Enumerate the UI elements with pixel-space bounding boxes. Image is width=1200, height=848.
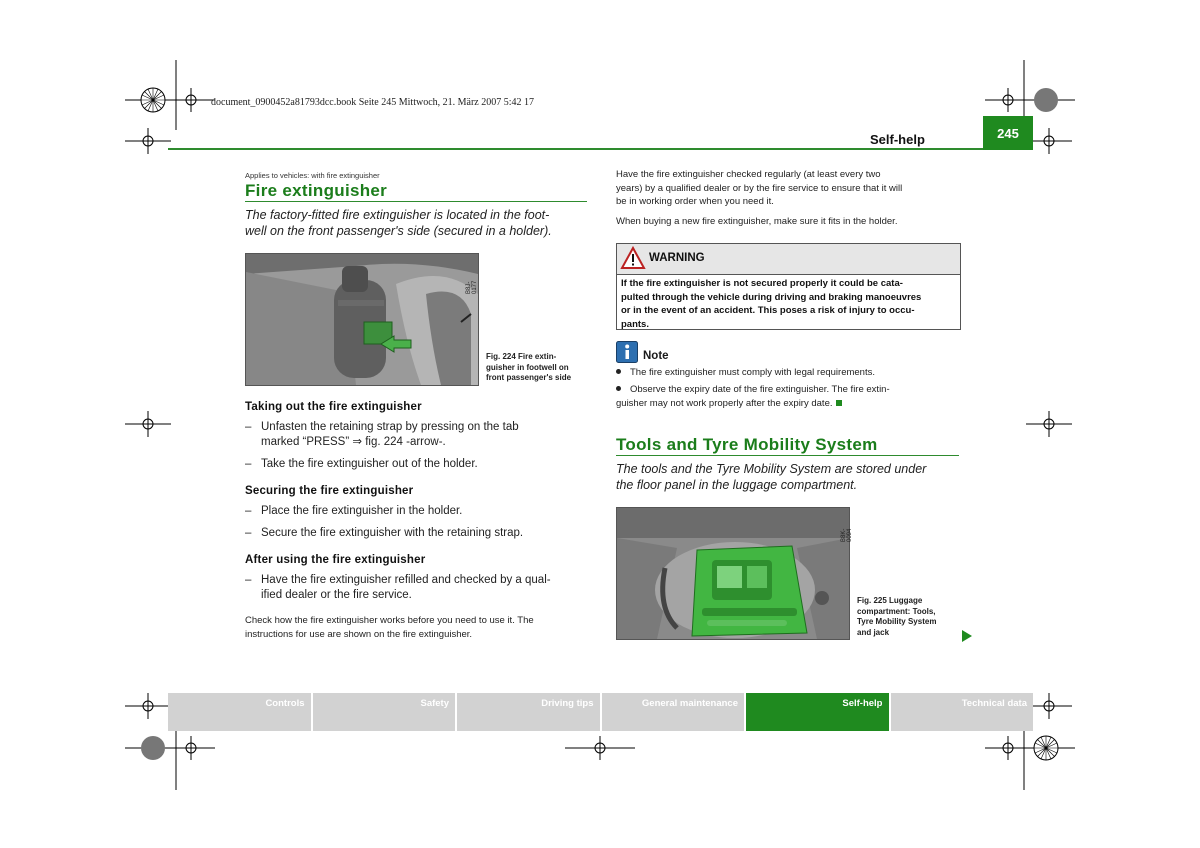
- securing-step-1: [245, 504, 462, 519]
- para-line: be in working order when you need it.: [616, 196, 774, 207]
- tools-intro-line-2: the floor panel in the luggage compartment.: [616, 478, 858, 492]
- print-header: document_0900452a81793dcc.book Seite 245 Mittwoch, 21. März 2007 5:42 17: [211, 97, 535, 108]
- info-icon: [616, 341, 638, 363]
- taking-out-step-1: [245, 420, 519, 450]
- warning-line: pants.: [621, 318, 649, 330]
- step-line: marked “PRESS” ⇒ fig. 224 -arrow-.: [261, 436, 446, 448]
- note-bullet-1: [616, 366, 875, 380]
- tab-driving-tips[interactable]: [457, 693, 602, 731]
- fire-extinguisher-title: Fire extinguisher: [245, 181, 388, 200]
- figure-224-image: [245, 253, 479, 386]
- caption-line: Fig. 225 Luggage: [857, 596, 923, 605]
- tab-label: Safety: [420, 698, 449, 709]
- caption-line: compartment: Tools,: [857, 606, 936, 616]
- caption-line: Fig. 224 Fire extin-: [486, 352, 557, 361]
- check-paragraph: [245, 614, 534, 641]
- para-line: years) by a qualified dealer or by the fire service to ensure that it will: [616, 182, 903, 194]
- tab-controls[interactable]: [168, 693, 313, 731]
- taking-out-step-2: [245, 457, 478, 472]
- chapter-nav: [168, 693, 1033, 731]
- header-rule: [168, 148, 983, 150]
- tab-label: Technical data: [961, 698, 1027, 709]
- after-using-heading: After using the fire extinguisher: [245, 554, 426, 566]
- dash: –: [245, 574, 252, 586]
- dash: –: [245, 458, 252, 470]
- warning-header: [617, 244, 960, 275]
- figure-225-image: [616, 507, 853, 640]
- tools-title: Tools and Tyre Mobility System: [616, 435, 878, 454]
- section-title: Self-help: [870, 132, 925, 147]
- intro-line-2: well on the front passenger's side (secured in a holder).: [245, 224, 552, 238]
- warning-box: [616, 243, 961, 330]
- dash: –: [245, 527, 252, 539]
- buying-paragraph: When buying a new fire extinguisher, make sure it fits in the holder.: [616, 216, 898, 227]
- warning-line: If the fire extinguisher is not secured properly it could be cata-: [621, 278, 903, 289]
- para-line: instructions for use are shown on the fire extinguisher.: [245, 628, 473, 640]
- tab-label: Driving tips: [541, 698, 594, 709]
- step-line: Take the fire extinguisher out of the holder.: [261, 458, 478, 470]
- tab-safety[interactable]: [313, 693, 458, 731]
- caption-line: Tyre Mobility System: [857, 617, 937, 626]
- tab-self-help[interactable]: [746, 693, 891, 731]
- bullet-text: The fire extinguisher must comply with legal requirements.: [630, 367, 875, 378]
- applies-to-note: Applies to vehicles: with fire extinguisher: [245, 171, 380, 180]
- warning-triangle-icon: [621, 247, 645, 269]
- warning-label: WARNING: [649, 252, 705, 264]
- bullet-text: Observe the expiry date of the fire extinguisher. The fire extin-: [630, 384, 890, 395]
- figure-225-caption: [857, 596, 936, 638]
- page-number: 245: [983, 116, 1033, 150]
- taking-out-heading: Taking out the fire extinguisher: [245, 401, 422, 413]
- securing-heading: Securing the fire extinguisher: [245, 485, 414, 497]
- dash: –: [245, 505, 252, 517]
- step-line: Place the fire extinguisher in the holder.: [261, 505, 463, 517]
- caption-line: and jack: [857, 627, 890, 637]
- tab-label: Controls: [265, 698, 305, 709]
- bullet-text: guisher may not work properly after the expiry date.: [616, 397, 833, 409]
- bullet-dot: [616, 386, 621, 391]
- continue-arrow-icon: [962, 630, 972, 642]
- caption-line: front passenger's side: [486, 373, 572, 382]
- warning-line: pulted through the vehicle during driving and braking manoeuvres: [621, 291, 922, 303]
- end-of-section-mark: [836, 400, 842, 406]
- warning-line: or in the event of an accident. This poses a risk of injury to occu-: [621, 305, 915, 317]
- note-bullet-2: [616, 383, 890, 410]
- title-rule: [245, 201, 587, 202]
- tools-title-rule: [616, 455, 959, 456]
- note-label: Note: [643, 350, 669, 362]
- step-line: Unfasten the retaining strap by pressing on the tab: [261, 421, 519, 433]
- securing-step-2: [245, 526, 523, 541]
- figure-code: B8J-0177: [466, 280, 478, 294]
- step-line: ified dealer or the fire service.: [261, 589, 412, 601]
- step-line: Secure the fire extinguisher with the retaining strap.: [261, 527, 524, 539]
- intro-line-1: The factory-fitted fire extinguisher is located in the foot-: [245, 208, 550, 222]
- warning-text: [617, 275, 960, 333]
- bullet-dot: [616, 369, 621, 374]
- check-regularly-paragraph: [616, 168, 902, 209]
- tab-general-maintenance[interactable]: [602, 693, 747, 731]
- after-using-step-1: [245, 573, 551, 603]
- dash: –: [245, 421, 252, 433]
- para-line: Have the fire extinguisher checked regularly (at least every two: [616, 169, 881, 180]
- caption-line: guisher in footwell on: [486, 362, 569, 372]
- step-line: Have the fire extinguisher refilled and checked by a qual-: [261, 574, 551, 586]
- tab-label: Self-help: [842, 698, 883, 709]
- tools-intro-line-1: The tools and the Tyre Mobility System are stored under: [616, 462, 927, 476]
- figure-224-caption: [486, 352, 571, 384]
- tab-label: General maintenance: [641, 698, 738, 709]
- tab-technical-data[interactable]: [891, 693, 1034, 731]
- para-line: Check how the fire extinguisher works before you need to use it. The: [245, 615, 534, 626]
- figure-code: B8K-0094: [841, 528, 853, 542]
